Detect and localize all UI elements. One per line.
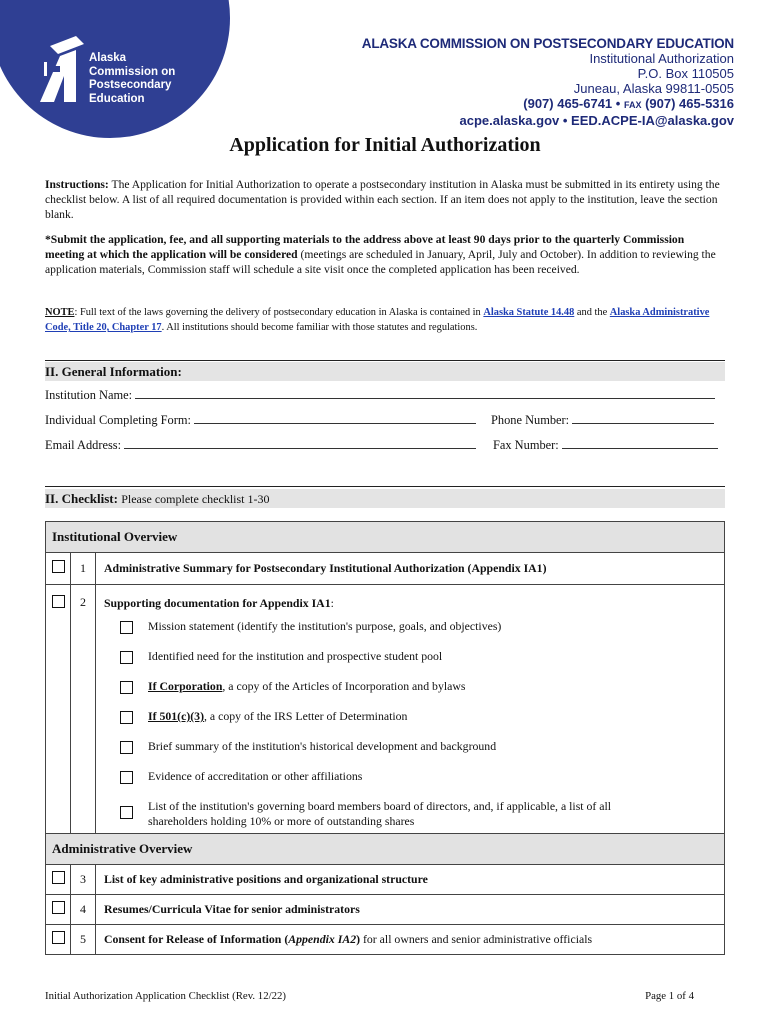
item-3-label: List of key administrative positions and organizational structure: [96, 865, 725, 895]
table-row: 5 Consent for Release of Information (Appendix IA2) for all owners and senior administrative officials: [46, 925, 725, 955]
table-row: 4 Resumes/Curricula Vitae for senior administrators: [46, 895, 725, 925]
divider: [45, 360, 725, 361]
org-name: ALASKA COMMISSION ON POSTSECONDARY EDUCATION: [361, 36, 734, 51]
header-address: [362, 36, 734, 128]
general-info-heading: II. General Information:: [45, 362, 725, 381]
individual-field[interactable]: Individual Completing Form:: [45, 412, 476, 428]
footer-title: Initial Authorization Application Checklist (Rev. 12/22): [45, 990, 286, 1002]
group-administrative-overview: Administrative Overview: [46, 834, 725, 865]
dept-name: Institutional Authorization: [589, 51, 734, 66]
checklist-table: [45, 521, 725, 955]
item-1-label: Administrative Summary for Postsecondary Institutional Authorization (Appendix IA1): [96, 553, 725, 585]
checkbox-item-3[interactable]: [52, 871, 65, 884]
checkbox-mission[interactable]: [120, 621, 133, 634]
table-row: 1 Administrative Summary for Postsecondary Institutional Authorization (Appendix IA1): [46, 553, 725, 585]
page-number: Page 1 of 4: [645, 990, 694, 1002]
checkbox-accreditation[interactable]: [120, 771, 133, 784]
item-4-label: Resumes/Curricula Vitae for senior administrators: [96, 895, 725, 925]
web-line: acpe.alaska.gov • EED.ACPE-IA@alaska.gov: [459, 113, 734, 128]
website-link[interactable]: acpe.alaska.gov: [459, 113, 560, 128]
laws-note: NOTE: Full text of the laws governing the delivery of postsecondary education in Alaska is contained in Alaska Statute 14.48 and the Alaska Administrative Code, Title 20, Chapter 17. All institutions should become familiar with those statutes and regulations.: [45, 307, 710, 333]
checkbox-history[interactable]: [120, 741, 133, 754]
checkbox-corporation[interactable]: [120, 681, 133, 694]
sub-item: Identified need for the institution and prospective student pool: [104, 645, 724, 675]
item-5-label: Consent for Release of Information (Appendix IA2) for all owners and senior administrative officials: [96, 925, 725, 955]
checkbox-item-5[interactable]: [52, 931, 65, 944]
sub-item: If 501(c)(3), a copy of the IRS Letter of Determination: [104, 705, 724, 735]
institution-name-field[interactable]: Institution Name:: [45, 387, 715, 403]
checkbox-need[interactable]: [120, 651, 133, 664]
checkbox-item-2[interactable]: [52, 595, 65, 608]
checkbox-501c3[interactable]: [120, 711, 133, 724]
checkbox-item-1[interactable]: [52, 560, 65, 573]
phone-field[interactable]: Phone Number:: [491, 412, 714, 428]
statute-link[interactable]: Alaska Statute 14.48: [483, 307, 575, 318]
table-row: 2 Supporting documentation for Appendix IA1: Mission statement (identify the institution's purpose, goals, and objectives) Identified need for the institution and prospective student pool If Corporation, a copy of the Articles of Incorporation and bylaws If 501(c)(3), a copy of the IRS Letter of Determination Brief summary of the institution's historical development and background Evidence of accreditation or other affiliations List of the institution's governing board members board of directors, and, if applicable, a list of all shareholders holding 10% or more of outstanding shares: [46, 585, 725, 834]
sub-item: Brief summary of the institution's historical development and background: [104, 735, 724, 765]
po-box: P.O. Box 110505: [637, 66, 734, 81]
sub-item: Evidence of accreditation or other affiliations: [104, 765, 724, 795]
city-line: Juneau, Alaska 99811-0505: [573, 81, 734, 96]
phone-line: (907) 465-6741 • FAX (907) 465-5316: [523, 96, 734, 111]
sub-item: If Corporation, a copy of the Articles of Incorporation and bylaws: [104, 675, 724, 705]
group-institutional-overview: Institutional Overview: [46, 522, 725, 553]
fax-field[interactable]: Fax Number:: [493, 437, 718, 453]
item-2-label: Supporting documentation for Appendix IA1:: [104, 596, 334, 610]
checkbox-board[interactable]: [120, 806, 133, 819]
page-title: Application for Initial Authorization: [229, 134, 541, 156]
sub-item: List of the institution's governing board members board of directors, and, if applicable, a list of all shareholders holding 10% or more of outstanding shares: [104, 795, 724, 833]
email-link[interactable]: EED.ACPE-IA@alaska.gov: [571, 113, 734, 128]
checkbox-item-4[interactable]: [52, 901, 65, 914]
sub-item: Mission statement (identify the institution's purpose, goals, and objectives): [104, 615, 724, 645]
logo-mark-icon: [36, 36, 88, 102]
divider: [45, 486, 725, 487]
admin-code-link[interactable]: Alaska Administrative Code, Title 20, Chapter 17: [45, 307, 710, 333]
instructions: Instructions: The Application for Initial Authorization to operate a postsecondary institution in Alaska must be submitted in its entirety using the checklist below. A list of all required documentation is provided within each section. If an item does not apply to the institution, leave the section blank.: [45, 178, 720, 221]
email-field[interactable]: Email Address:: [45, 437, 476, 453]
logo-text: Alaska Commission on Postsecondary Education: [89, 52, 176, 105]
table-row: 3 List of key administrative positions and organizational structure: [46, 865, 725, 895]
submit-note: *Submit the application, fee, and all supporting materials to the address above at least 90 days prior to the quarterly Commission meeting at which the application will be considered (meetings are scheduled in January, April, July and October). In addition to reviewing the application materials, Commission staff will schedule a site visit once the completed application has been received.: [45, 233, 716, 276]
checklist-heading: II. Checklist: Please complete checklist 1-30: [45, 489, 725, 508]
